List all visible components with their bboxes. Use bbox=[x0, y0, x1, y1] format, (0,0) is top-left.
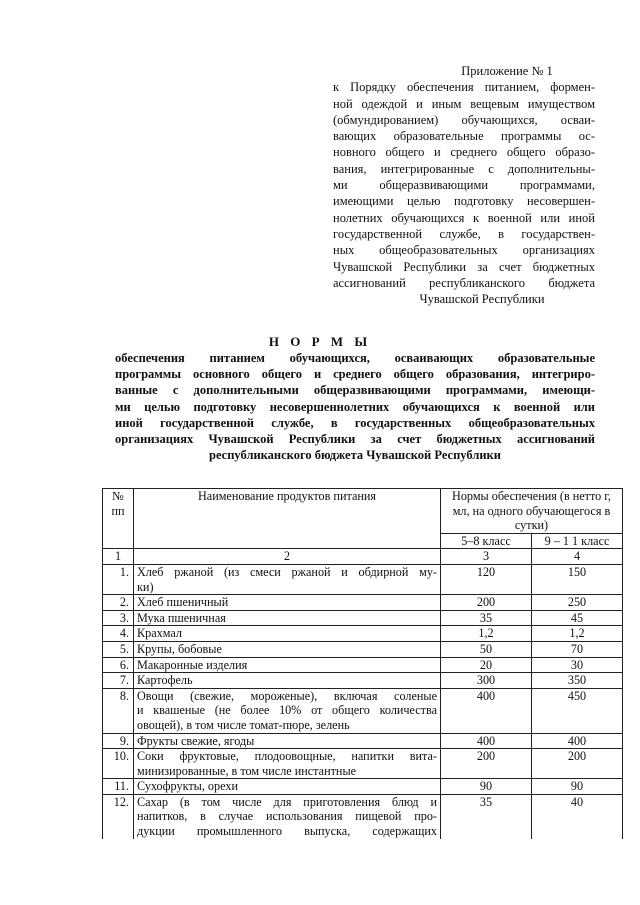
table-row bbox=[103, 657, 623, 673]
product-name-line: Сахар (в том числе для приготовления блюд и bbox=[137, 794, 437, 809]
table-row bbox=[103, 564, 623, 594]
norm-grade-9-11: 40 bbox=[532, 794, 623, 838]
norm-grade-9-11: 200 bbox=[532, 749, 623, 779]
appendix-line: государственной службе, в государствен- bbox=[333, 226, 595, 241]
appendix-line: новного общего и среднего общего образо- bbox=[333, 145, 595, 160]
product-name-line: Соки фруктовые, плодоовощные, напитки вита- bbox=[137, 749, 437, 764]
product-name-line: Хлеб ржаной (из смеси ржаной и обдирной му- bbox=[137, 564, 437, 579]
norms-title: Н О Р М Ы bbox=[268, 334, 372, 349]
table-row bbox=[103, 733, 623, 749]
product-name-line: овощей), в том числе томат-пюре, зелень bbox=[137, 717, 350, 732]
norm-grade-9-11: 250 bbox=[532, 595, 623, 611]
header-grade-9-11: 9 – 1 1 класс bbox=[532, 533, 623, 549]
row-number: 2. bbox=[103, 595, 134, 611]
product-name-line: напитков, в случае использования пищевой про- bbox=[137, 809, 437, 824]
norm-grade-9-11: 90 bbox=[532, 779, 623, 795]
appendix-line: Чувашской Республики за счет бюджетных bbox=[333, 259, 595, 274]
table-row bbox=[103, 688, 623, 733]
appendix-line: (обмундированием) обучающихся, осваи- bbox=[333, 112, 595, 127]
norm-grade-5-8: 200 bbox=[441, 749, 532, 779]
appendix-line: вающих образовательные программы ос- bbox=[333, 129, 595, 144]
product-name bbox=[134, 610, 441, 626]
norm-grade-5-8: 300 bbox=[441, 673, 532, 689]
norm-grade-5-8: 50 bbox=[441, 641, 532, 657]
product-name bbox=[134, 657, 441, 673]
row-number: 5. bbox=[103, 641, 134, 657]
appendix-line: к Порядку обеспечения питанием, формен- bbox=[333, 80, 595, 95]
norms-subtitle-line: организациях Чувашской Республики за счет бюджетных ассигнований bbox=[115, 432, 595, 447]
index-cell: 4 bbox=[532, 549, 623, 565]
product-name-line: Сухофрукты, орехи bbox=[137, 779, 238, 794]
appendix-line: Чувашской Республики bbox=[419, 292, 545, 307]
appendix-block bbox=[333, 63, 595, 307]
row-number: 9. bbox=[103, 733, 134, 749]
norms-subtitle-line: иной государственной службе, в государственных общеобразовательных bbox=[115, 415, 595, 430]
table-row bbox=[103, 610, 623, 626]
product-name bbox=[134, 626, 441, 642]
table-row bbox=[103, 673, 623, 689]
product-name bbox=[134, 595, 441, 611]
product-name-line: Макаронные изделия bbox=[137, 657, 248, 672]
norms-subtitle bbox=[115, 350, 595, 463]
product-name-line: ки) bbox=[137, 579, 154, 594]
norm-grade-9-11: 350 bbox=[532, 673, 623, 689]
norms-subtitle-line: ванные с дополнительными общеразвивающими программами, имеющи- bbox=[115, 383, 595, 398]
index-row bbox=[103, 549, 623, 565]
norms-subtitle-line: республиканского бюджета Чувашской Республики bbox=[209, 448, 501, 463]
norms-subtitle-line: ми целью подготовку несовершеннолетних обучающихся к военной или bbox=[115, 399, 595, 414]
product-name-line: дукции промышленного выпуска, содержащих bbox=[137, 824, 437, 839]
row-number: 4. bbox=[103, 626, 134, 642]
index-cell: 2 bbox=[134, 549, 441, 565]
row-number: 6. bbox=[103, 657, 134, 673]
appendix-line: имеющими целью подготовку несовершен- bbox=[333, 194, 595, 209]
product-name bbox=[134, 779, 441, 795]
appendix-line: ных общеобразовательных организациях bbox=[333, 243, 595, 258]
norm-grade-5-8: 20 bbox=[441, 657, 532, 673]
product-name-line: Мука пшеничная bbox=[137, 610, 226, 625]
table-row bbox=[103, 749, 623, 779]
appendix-line: ассигнований республиканского бюджета bbox=[333, 275, 595, 290]
header-num: № пп bbox=[103, 489, 134, 549]
row-number: 7. bbox=[103, 673, 134, 689]
norm-grade-9-11: 400 bbox=[532, 733, 623, 749]
norm-grade-9-11: 30 bbox=[532, 657, 623, 673]
index-cell: 3 bbox=[441, 549, 532, 565]
appendix-title: Приложение № 1 bbox=[461, 64, 553, 78]
product-name-line: Фрукты свежие, ягоды bbox=[137, 733, 255, 748]
table-row bbox=[103, 779, 623, 795]
row-number: 11. bbox=[103, 779, 134, 795]
product-name-line: и квашеные (не более 10% от общего количества bbox=[137, 703, 437, 718]
row-number: 1. bbox=[103, 564, 134, 594]
appendix-line: ной одеждой и иным вещевым имуществом bbox=[333, 96, 595, 111]
product-name-line: Крахмал bbox=[137, 626, 182, 641]
norm-grade-9-11: 1,2 bbox=[532, 626, 623, 642]
norm-grade-5-8: 90 bbox=[441, 779, 532, 795]
product-name bbox=[134, 641, 441, 657]
norms-subtitle-line: программы основного общего и среднего общего образования, интегриро- bbox=[115, 367, 595, 382]
norm-grade-5-8: 35 bbox=[441, 610, 532, 626]
row-number: 12. bbox=[103, 794, 134, 838]
product-name bbox=[134, 794, 441, 838]
product-name-line: Овощи (свежие, мороженые), включая соленые bbox=[137, 688, 437, 703]
appendix-line: ми общеразвивающими программами, bbox=[333, 178, 595, 193]
norm-grade-5-8: 200 bbox=[441, 595, 532, 611]
norm-grade-5-8: 1,2 bbox=[441, 626, 532, 642]
norm-grade-9-11: 150 bbox=[532, 564, 623, 594]
table-row bbox=[103, 641, 623, 657]
product-name bbox=[134, 564, 441, 594]
header-name: Наименование продуктов питания bbox=[134, 489, 441, 549]
product-name bbox=[134, 688, 441, 733]
table-row bbox=[103, 595, 623, 611]
norm-grade-9-11: 45 bbox=[532, 610, 623, 626]
product-name-line: Крупы, бобовые bbox=[137, 641, 222, 656]
product-name bbox=[134, 733, 441, 749]
row-number: 3. bbox=[103, 610, 134, 626]
product-name-line: Хлеб пшеничный bbox=[137, 595, 229, 610]
norm-grade-9-11: 70 bbox=[532, 641, 623, 657]
header-norm: Нормы обеспечения (в нетто г, мл, на одного обучающегося в сутки) bbox=[441, 489, 623, 534]
norm-grade-9-11: 450 bbox=[532, 688, 623, 733]
table-row bbox=[103, 626, 623, 642]
row-number: 8. bbox=[103, 688, 134, 733]
product-name bbox=[134, 749, 441, 779]
norm-grade-5-8: 400 bbox=[441, 688, 532, 733]
norm-grade-5-8: 120 bbox=[441, 564, 532, 594]
norm-grade-5-8: 400 bbox=[441, 733, 532, 749]
appendix-line: вания, интегрированные с дополнительны- bbox=[333, 161, 595, 176]
norms-subtitle-line: обеспечения питанием обучающихся, осваивающих образовательные bbox=[115, 351, 595, 365]
norms-table bbox=[102, 488, 623, 839]
row-number: 10. bbox=[103, 749, 134, 779]
appendix-line: нолетних обучающихся к военной или иной bbox=[333, 210, 595, 225]
norm-grade-5-8: 35 bbox=[441, 794, 532, 838]
header-grade-5-8: 5–8 класс bbox=[441, 533, 532, 549]
product-name bbox=[134, 673, 441, 689]
product-name-line: минизированные, в том числе инстантные bbox=[137, 763, 357, 778]
index-cell: 1 bbox=[103, 549, 134, 565]
product-name-line: Картофель bbox=[137, 673, 193, 688]
table-row bbox=[103, 794, 623, 838]
